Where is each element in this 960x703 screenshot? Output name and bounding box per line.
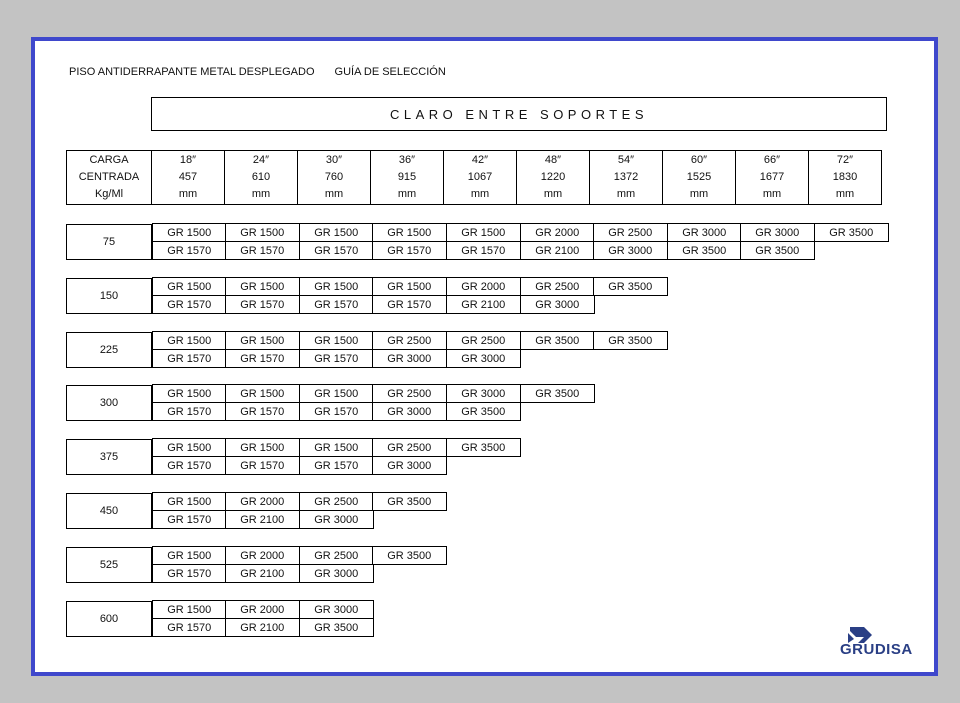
grade-cell: GR 1570	[299, 456, 374, 475]
grade-cell: GR 3000	[372, 402, 447, 421]
grade-cell: GR 1500	[299, 277, 374, 296]
span-inches: 18″	[179, 154, 197, 166]
grade-cell: GR 3500	[814, 223, 889, 242]
span-cell	[809, 151, 882, 205]
grade-cell: GR 1500	[446, 223, 521, 242]
grade-cell: GR 1500	[225, 331, 300, 350]
span-unit: mm	[251, 188, 271, 200]
span-inches: 36″	[398, 154, 416, 166]
grade-cell: GR 2000	[520, 223, 595, 242]
span-inches: 24″	[252, 154, 270, 166]
grade-cell: GR 3500	[740, 241, 815, 260]
grade-cell: GR 3500	[372, 492, 447, 511]
span-inches: 30″	[325, 154, 343, 166]
grade-cell: GR 1570	[152, 295, 227, 314]
span-inches: 66″	[763, 154, 781, 166]
grade-cell: GR 1570	[225, 456, 300, 475]
grade-cell: GR 1570	[225, 241, 300, 260]
grade-cell: GR 1500	[299, 331, 374, 350]
grade-cell: GR 3500	[372, 546, 447, 565]
grade-cell: GR 3000	[446, 384, 521, 403]
grade-cell: GR 1570	[152, 564, 227, 583]
load-header-line: CARGA	[89, 154, 129, 166]
grade-cell: GR 2500	[372, 438, 447, 457]
load-header-line: CENTRADA	[78, 171, 140, 183]
company-logo	[838, 625, 924, 663]
span-unit: mm	[543, 188, 563, 200]
grade-cell: GR 2500	[520, 277, 595, 296]
grade-cell: GR 1570	[446, 241, 521, 260]
grade-cell: GR 3000	[299, 510, 374, 529]
grade-cell: GR 3000	[667, 223, 742, 242]
title-left: PISO ANTIDERRAPANTE METAL DESPLEGADO	[69, 66, 315, 78]
span-mm: 1830	[832, 171, 858, 183]
grade-cell: GR 1500	[299, 438, 374, 457]
grade-cell: GR 1570	[152, 241, 227, 260]
grade-cell: GR 2000	[225, 492, 300, 511]
grade-cell: GR 2000	[446, 277, 521, 296]
grade-cell: GR 1500	[152, 223, 227, 242]
load-label: 450	[66, 493, 152, 529]
grade-cell: GR 1500	[225, 223, 300, 242]
span-cell	[152, 151, 225, 205]
span-mm: 1372	[613, 171, 639, 183]
grade-cell: GR 3500	[299, 618, 374, 637]
span-cell	[444, 151, 517, 205]
grade-cell: GR 1500	[372, 277, 447, 296]
grade-cell: GR 3000	[372, 349, 447, 368]
load-header-line: Kg/Ml	[94, 188, 124, 200]
grade-cell: GR 1500	[152, 277, 227, 296]
span-cell	[371, 151, 444, 205]
grade-cell: GR 1500	[225, 438, 300, 457]
span-mm: 610	[251, 171, 271, 183]
span-header: CLARO ENTRE SOPORTES	[151, 97, 887, 131]
grade-cell: GR 2100	[225, 564, 300, 583]
grade-cell: GR 1500	[152, 546, 227, 565]
load-label: 600	[66, 601, 152, 637]
grade-cell: GR 3500	[446, 402, 521, 421]
grade-cell: GR 3000	[740, 223, 815, 242]
grade-cell: GR 2500	[299, 492, 374, 511]
span-cell	[298, 151, 371, 205]
span-unit: mm	[762, 188, 782, 200]
span-unit: mm	[397, 188, 417, 200]
span-unit: mm	[470, 188, 490, 200]
grade-cell: GR 2000	[225, 600, 300, 619]
span-mm: 1677	[759, 171, 785, 183]
grade-cell: GR 1500	[225, 277, 300, 296]
span-unit: mm	[616, 188, 636, 200]
grade-cell: GR 1570	[152, 349, 227, 368]
load-header-cell	[67, 151, 152, 205]
grade-cell: GR 2100	[520, 241, 595, 260]
grade-cell: GR 3500	[446, 438, 521, 457]
span-mm: 1220	[540, 171, 566, 183]
grade-cell: GR 1500	[152, 438, 227, 457]
grade-cell: GR 1500	[372, 223, 447, 242]
grade-cell: GR 1570	[299, 241, 374, 260]
load-label: 375	[66, 439, 152, 475]
grade-cell: GR 1570	[152, 618, 227, 637]
span-inches: 48″	[544, 154, 562, 166]
grade-cell: GR 2500	[299, 546, 374, 565]
grade-cell: GR 1570	[299, 349, 374, 368]
span-cell	[663, 151, 736, 205]
grade-cell: GR 1570	[225, 402, 300, 421]
logo-text: GRUDISA	[840, 641, 913, 658]
grade-cell: GR 1500	[225, 384, 300, 403]
grade-cell: GR 3500	[593, 277, 668, 296]
grade-cell: GR 3500	[520, 384, 595, 403]
grade-cell: GR 2100	[446, 295, 521, 314]
grade-cell: GR 2500	[593, 223, 668, 242]
load-label: 150	[66, 278, 152, 314]
grade-cell: GR 1500	[152, 384, 227, 403]
grade-cell: GR 1500	[152, 492, 227, 511]
grade-cell: GR 2500	[446, 331, 521, 350]
span-inches: 42″	[471, 154, 489, 166]
span-cell	[225, 151, 298, 205]
span-mm: 1067	[467, 171, 493, 183]
grade-cell: GR 3000	[520, 295, 595, 314]
grade-cell: GR 1570	[152, 402, 227, 421]
document-title	[69, 66, 446, 78]
grade-cell: GR 3500	[667, 241, 742, 260]
grade-cell: GR 1500	[299, 223, 374, 242]
grade-cell: GR 1570	[372, 295, 447, 314]
grade-cell: GR 2500	[372, 331, 447, 350]
span-inches: 72″	[836, 154, 854, 166]
spans-header-table	[66, 150, 882, 205]
load-label: 525	[66, 547, 152, 583]
grade-cell: GR 3000	[299, 564, 374, 583]
span-inches: 54″	[617, 154, 635, 166]
grade-cell: GR 2000	[225, 546, 300, 565]
load-label: 300	[66, 385, 152, 421]
grade-cell: GR 2100	[225, 510, 300, 529]
grade-cell: GR 1570	[225, 295, 300, 314]
span-mm: 915	[397, 171, 417, 183]
grade-cell: GR 2100	[225, 618, 300, 637]
span-unit: mm	[178, 188, 198, 200]
span-inches: 60″	[690, 154, 708, 166]
grade-cell: GR 1570	[299, 295, 374, 314]
span-cell	[736, 151, 809, 205]
title-right: GUÍA DE SELECCIÓN	[334, 66, 446, 78]
span-cell	[590, 151, 663, 205]
load-label: 75	[66, 224, 152, 260]
span-unit: mm	[324, 188, 344, 200]
grade-cell: GR 3500	[593, 331, 668, 350]
grade-cell: GR 1570	[152, 456, 227, 475]
span-unit: mm	[689, 188, 709, 200]
grade-cell: GR 1570	[152, 510, 227, 529]
span-cell	[517, 151, 590, 205]
span-mm: 760	[324, 171, 344, 183]
grade-cell: GR 1500	[299, 384, 374, 403]
grade-cell: GR 3000	[299, 600, 374, 619]
grade-cell: GR 1570	[372, 241, 447, 260]
grade-cell: GR 3000	[593, 241, 668, 260]
grade-cell: GR 1570	[299, 402, 374, 421]
grade-cell: GR 3000	[372, 456, 447, 475]
grade-cell: GR 1500	[152, 331, 227, 350]
load-label: 225	[66, 332, 152, 368]
grade-cell: GR 3000	[446, 349, 521, 368]
grade-cell: GR 2500	[372, 384, 447, 403]
grade-cell: GR 3500	[520, 331, 595, 350]
span-mm: 457	[178, 171, 198, 183]
span-unit: mm	[835, 188, 855, 200]
grade-cell: GR 1570	[225, 349, 300, 368]
span-mm: 1525	[686, 171, 712, 183]
grade-cell: GR 1500	[152, 600, 227, 619]
